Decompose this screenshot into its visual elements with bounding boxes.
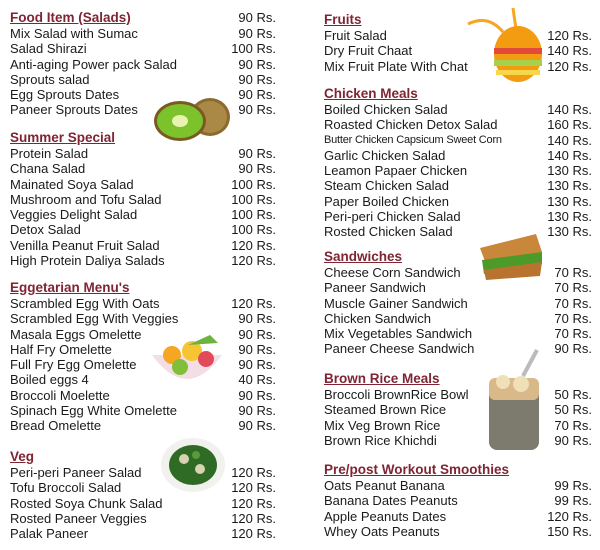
item-name: Whey Oats Peanuts (324, 523, 440, 539)
item-name: Chana Salad (10, 161, 86, 177)
item-price: 99 Rs. (554, 478, 592, 493)
item-price: 120 Rs. (231, 495, 276, 511)
menu-item (10, 238, 276, 253)
item-price: 70 Rs. (554, 310, 592, 326)
menu-item (324, 133, 592, 148)
menu-item (324, 493, 592, 508)
section-eggetarian-menu-s (10, 280, 276, 434)
section-header (10, 130, 276, 146)
item-price: 90 Rs. (238, 357, 276, 373)
item-price: 90 Rs. (238, 403, 276, 419)
item-name: Paper Boiled Chicken (324, 193, 450, 209)
item-price: 99 Rs. (554, 493, 592, 509)
menu-item (324, 280, 592, 295)
item-price: 100 Rs. (231, 222, 276, 238)
item-name: Rosted Chicken Salad (324, 224, 453, 240)
item-price: 90 Rs. (238, 341, 276, 357)
item-name: Scrambled Egg With Oats (10, 296, 160, 311)
item-name: Peri-peri Paneer Salad (10, 465, 142, 480)
item-price: 70 Rs. (554, 326, 592, 342)
item-price: 90 Rs. (238, 26, 276, 41)
menu-item (324, 59, 592, 74)
item-name: Chicken Sandwich (324, 310, 431, 326)
item-price: 90 Rs. (238, 56, 276, 72)
item-price: 120 Rs. (231, 296, 276, 311)
menu-item (324, 387, 592, 402)
menu-item (10, 311, 276, 326)
item-price: 140 Rs. (547, 147, 592, 163)
menu-item (10, 41, 276, 56)
menu-item (10, 526, 276, 541)
item-name: Half Fry Omelette (10, 341, 112, 357)
item-name: Sprouts salad (10, 71, 90, 87)
item-price: 90 Rs. (238, 387, 276, 403)
item-name: Full Fry Egg Omelette (10, 357, 137, 373)
item-price: 70 Rs. (554, 295, 592, 311)
menu-item (10, 327, 276, 342)
item-name: Roasted Chicken Detox Salad (324, 117, 498, 133)
section-title: Fruits (324, 12, 362, 27)
menu-item (10, 511, 276, 526)
item-price: 100 Rs. (231, 207, 276, 223)
item-name: Boiled eggs 4 (10, 372, 89, 388)
menu-item (324, 524, 592, 539)
item-price: 130 Rs. (547, 178, 592, 194)
item-price: 100 Rs. (231, 191, 276, 207)
item-price: 90 Rs. (238, 87, 276, 103)
menu-item (324, 326, 592, 341)
item-name: Brown Rice Khichdi (324, 432, 437, 448)
item-name: Dry Fruit Chaat (324, 43, 413, 59)
menu-item (10, 372, 276, 387)
section-header (10, 10, 276, 26)
item-name: Boiled Chicken Salad (324, 102, 448, 117)
item-price: 140 Rs. (547, 132, 592, 148)
item-name: Fruit Salad (324, 28, 387, 43)
item-name: Broccoli Moelette (10, 387, 110, 403)
item-price: 120 Rs. (231, 510, 276, 526)
item-price: 160 Rs. (547, 117, 592, 133)
item-name: Oats Peanut Banana (324, 478, 445, 493)
item-name: Anti-aging Power pack Salad (10, 56, 177, 72)
menu-item (10, 388, 276, 403)
menu-item (10, 253, 276, 268)
item-price: 100 Rs. (231, 176, 276, 192)
item-name: Paneer Sandwich (324, 280, 426, 296)
item-name: Tofu Broccoli Salad (10, 480, 122, 496)
menu-item (324, 224, 592, 239)
item-name: Mix Vegetables Sandwich (324, 326, 473, 342)
item-name: Egg Sprouts Dates (10, 87, 120, 103)
menu-item (324, 265, 592, 280)
item-price: 130 Rs. (547, 224, 592, 240)
menu-item (10, 496, 276, 511)
section-title: Brown Rice Meals (324, 371, 440, 386)
menu-item (10, 87, 276, 102)
section-summer-special (10, 130, 276, 268)
menu-item (324, 402, 592, 417)
item-price: 70 Rs. (554, 280, 592, 296)
item-price: 130 Rs. (547, 193, 592, 209)
item-name: Cheese Corn Sandwich (324, 265, 461, 280)
item-price: 140 Rs. (547, 102, 592, 117)
menu-item (324, 478, 592, 493)
item-name: Butter Chicken Capsicum Sweet Corn (324, 133, 502, 146)
menu-item (10, 102, 276, 117)
section-title: Summer Special (10, 130, 116, 145)
menu-item (10, 465, 276, 480)
item-price: 120 Rs. (547, 58, 592, 74)
menu-item (10, 57, 276, 72)
item-price: 50 Rs. (554, 387, 592, 402)
item-name: Palak Paneer (10, 526, 89, 542)
section-food-item-salads (10, 10, 276, 118)
section-chicken-meals (324, 86, 592, 240)
item-name: Steamed Brown Rice (324, 402, 447, 418)
item-price: 70 Rs. (554, 265, 592, 280)
item-name: Paneer Cheese Sandwich (324, 341, 475, 357)
item-price: 100 Rs. (231, 41, 276, 57)
menu-item (324, 28, 592, 43)
section-header (324, 86, 592, 102)
item-name: Banana Dates Peanuts (324, 493, 458, 509)
section-veg (10, 449, 276, 541)
item-price: 90 Rs. (554, 432, 592, 448)
menu-item (10, 207, 276, 222)
item-price: 130 Rs. (547, 209, 592, 225)
menu-item (324, 209, 592, 224)
item-price: 90 Rs. (238, 326, 276, 342)
item-name: Veggies Delight Salad (10, 207, 138, 223)
section-pre-post-workout-smoothies (324, 462, 592, 539)
menu-item (10, 480, 276, 495)
section-title: Food Item (Salads) (10, 10, 131, 25)
menu-item (10, 146, 276, 161)
menu-item (324, 43, 592, 58)
item-name: Steam Chicken Salad (324, 178, 450, 194)
item-price: 90 Rs. (554, 341, 592, 357)
section-header (10, 280, 276, 296)
menu-item (324, 117, 592, 132)
item-price: 40 Rs. (238, 372, 276, 388)
item-name: Paneer Sprouts Dates (10, 102, 138, 118)
item-price: 120 Rs. (231, 253, 276, 269)
item-price: 140 Rs. (547, 43, 592, 59)
section-header (324, 249, 592, 265)
menu-item (324, 433, 592, 448)
section-header (10, 449, 276, 465)
section-header (324, 462, 592, 478)
menu-item (324, 194, 592, 209)
item-name: Detox Salad (10, 222, 81, 238)
section-title: Eggetarian Menu's (10, 280, 130, 295)
menu-item (10, 357, 276, 372)
section-header (324, 12, 592, 28)
section-header (324, 371, 592, 387)
item-price: 90 Rs. (238, 102, 276, 118)
menu-item (324, 102, 592, 117)
item-name: Leamon Papaer Chicken (324, 163, 468, 179)
item-price: 130 Rs. (547, 163, 592, 179)
item-name: Protein Salad (10, 146, 89, 161)
item-name: Mix Veg Brown Rice (324, 417, 441, 433)
menu-item (10, 26, 276, 41)
item-price: 120 Rs. (231, 480, 276, 496)
item-name: Mushroom and Tofu Salad (10, 191, 162, 207)
item-name: Garlic Chicken Salad (324, 147, 446, 163)
menu-item (10, 177, 276, 192)
item-price: 120 Rs. (231, 237, 276, 253)
item-name: Peri-peri Chicken Salad (324, 209, 461, 225)
section-title: Sandwiches (324, 249, 403, 264)
section-title: Chicken Meals (324, 86, 418, 101)
section-sandwiches (324, 249, 592, 357)
item-name: Mix Salad with Sumac (10, 26, 138, 41)
menu-item (324, 178, 592, 193)
item-price: 90 Rs. (238, 161, 276, 177)
item-name: Rosted Soya Chunk Salad (10, 495, 163, 511)
menu-item (324, 148, 592, 163)
section-title-price: 90 Rs. (238, 10, 276, 25)
item-name: Muscle Gainer Sandwich (324, 295, 468, 311)
menu-item (10, 222, 276, 237)
item-name: Rosted Paneer Veggies (10, 510, 147, 526)
section-title: Pre/post Workout Smoothies (324, 462, 510, 477)
item-name: Scrambled Egg With Veggies (10, 311, 179, 327)
item-name: Venilla Peanut Fruit Salad (10, 237, 160, 253)
menu-item (10, 192, 276, 207)
item-price: 150 Rs. (547, 523, 592, 539)
item-price: 120 Rs. (547, 28, 592, 43)
item-name: Broccoli BrownRice Bowl (324, 387, 469, 402)
item-name: Mix Fruit Plate With Chat (324, 58, 468, 74)
menu-item (324, 311, 592, 326)
item-price: 50 Rs. (554, 402, 592, 418)
menu-item (324, 341, 592, 356)
item-price: 90 Rs. (238, 311, 276, 327)
section-brown-rice-meals (324, 371, 592, 448)
menu-item (324, 509, 592, 524)
item-price: 120 Rs. (231, 465, 276, 480)
item-price: 120 Rs. (547, 508, 592, 524)
menu-item (10, 161, 276, 176)
menu-item (324, 296, 592, 311)
item-price: 90 Rs. (238, 71, 276, 87)
menu-item (10, 296, 276, 311)
menu-item (10, 418, 276, 433)
section-fruits (324, 12, 592, 74)
menu-item (10, 72, 276, 87)
menu-item (324, 163, 592, 178)
section-title: Veg (10, 449, 35, 464)
item-name: High Protein Daliya Salads (10, 253, 165, 269)
menu-item (324, 418, 592, 433)
item-name: Apple Peanuts Dates (324, 508, 447, 524)
item-price: 90 Rs. (238, 418, 276, 434)
item-price: 90 Rs. (238, 146, 276, 161)
item-name: Mainated Soya Salad (10, 176, 134, 192)
item-name: Salad Shirazi (10, 41, 87, 57)
item-price: 120 Rs. (231, 526, 276, 542)
menu-item (10, 342, 276, 357)
item-name: Bread Omelette (10, 418, 102, 434)
item-price: 70 Rs. (554, 417, 592, 433)
item-name: Masala Eggs Omelette (10, 326, 142, 342)
menu-item (10, 403, 276, 418)
item-name: Spinach Egg White Omelette (10, 403, 177, 419)
